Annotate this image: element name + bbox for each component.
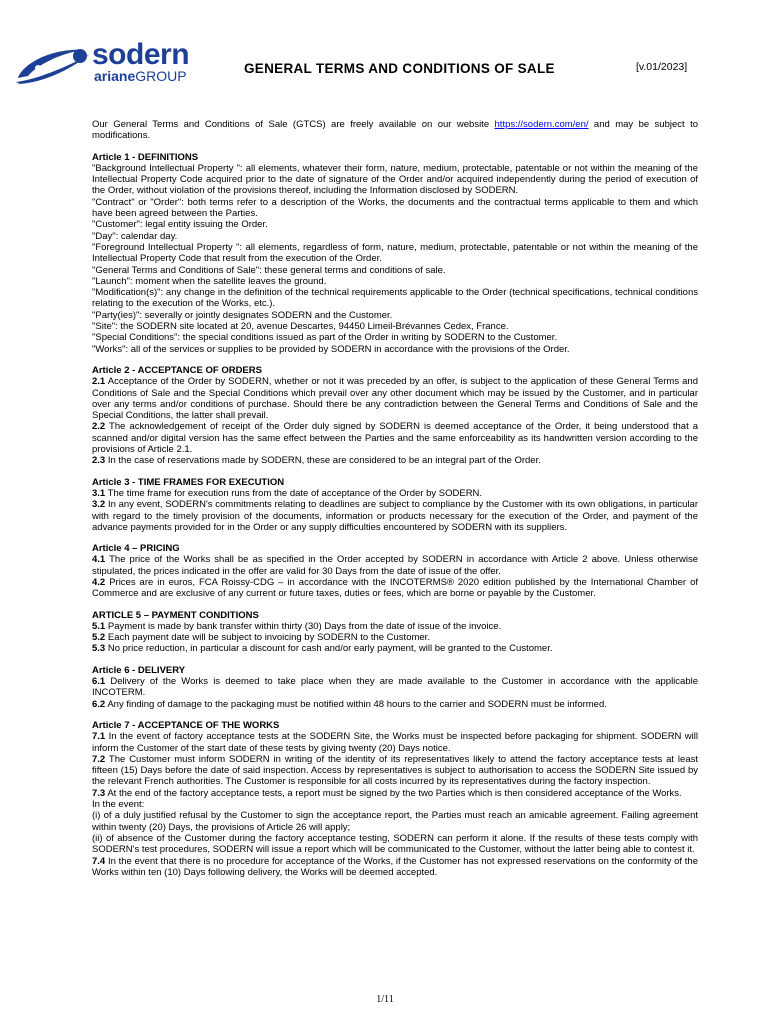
document-title: GENERAL TERMS AND CONDITIONS OF SALE: [244, 61, 555, 76]
intro-text-before: Our General Terms and Conditions of Sale (GTCS) are freely available on our website: [92, 119, 495, 130]
article-title: Article 3 - TIME FRAMES FOR EXECUTION: [92, 476, 285, 488]
clause-text: "Launch": moment when the satellite leaves the ground.: [92, 275, 327, 287]
clause-text: Each payment date will be subject to invoicing by SODERN to the Customer.: [105, 632, 430, 644]
clause-number: 4.1: [92, 554, 106, 566]
clause-line: [92, 310, 698, 321]
article-title: Article 2 - ACCEPTANCE OF ORDERS: [92, 364, 262, 376]
clause-line: [92, 421, 698, 455]
document-body: [92, 119, 698, 888]
clause-text: The price of the Works shall be as specified in the Order accepted by SODERN in accordance with Article 2 above. Unless otherwise stipulated, the prices indicated in the offer are valid for 30 Days from the date of issue of the offer.: [92, 554, 698, 577]
clause-line: [92, 197, 698, 220]
clause-line: [92, 376, 698, 421]
clause-text: "Contract" or "Order": both terms refer to a description of the Works, the documents and the contractual terms applicable to them and which have been agreed between the Parties.: [92, 196, 698, 220]
clause-text: In the event that there is no procedure for acceptance of the Works, if the Customer has not expressed reservations on the conformity of the Works within ten (10) Days following delivery, the Works will be deemed accepted.: [92, 855, 698, 878]
clause-number: 7.4: [92, 855, 106, 867]
clause-line: [92, 265, 698, 276]
clause-line: [92, 488, 698, 499]
clause-line: [92, 621, 698, 632]
sodern-logo: [14, 40, 204, 90]
clause-text: In the event of factory acceptance tests at the SODERN Site, the Works must be inspected before packaging for shipment. SODERN will inform the Customer of the start date of these tests by giving twenty (20) Days notice.: [92, 731, 698, 754]
article-title: Article 6 - DELIVERY: [92, 664, 186, 676]
clause-number: 5.2: [92, 632, 106, 644]
logo-sub-rest: GROUP: [135, 68, 187, 84]
clause-line: [92, 788, 698, 799]
article-section: [92, 665, 698, 710]
clause-line: [92, 287, 698, 310]
clause-line: [92, 219, 698, 230]
clause-text: At the end of the factory acceptance tests, a report must be signed by the two Parties which is then considered acceptance of the Works.: [105, 787, 682, 799]
article-section: [92, 610, 698, 655]
clause-text: "Background Intellectual Property ": all elements, whatever their form, nature, medium, protectable, patentable or not within the meaning of the Intellectual Property Code acquired prior to the date of signature of the Order and/or acquired independently during the period of execution of the Order, without violation of the provisions thereof, including the Information disclosed by SODERN.: [92, 162, 698, 197]
clause-text: In the event:: [92, 799, 145, 811]
clause-text: Acceptance of the Order by SODERN, whether or not it was preceded by an offer, is subject to the application of these General Terms and Conditions of Sale and the Special Conditions which prevail over any other document which may be issued by the Customer, and in particular over any terms and/or conditions of purchase. Should there be any contradiction between the General Terms and Conditions of Sale and the Special Conditions, the latter shall prevail.: [92, 376, 698, 422]
clause-line: [92, 731, 698, 754]
clause-line: [92, 332, 698, 343]
clause-text: "Site": the SODERN site located at 20, avenue Descartes, 94450 Limeil-Brévannes Cedex, France.: [92, 321, 509, 333]
clause-text: "Works": all of the services or supplies to be provided by SODERN in accordance with the provisions of the Order.: [92, 343, 570, 355]
clause-line: [92, 577, 698, 600]
clause-text: The Customer must inform SODERN in writing of the identity of its representatives likely to attend the factory acceptance tests at least fifteen (15) Days before the date of said inspection. Access by representatives is subject to authorisation to access the SODERN Site issued by the relevant French authorities. The Customer is responsible for all costs incurred by its representatives during the factory inspection.: [92, 753, 698, 788]
clause-number: 5.3: [92, 643, 106, 655]
clause-line: [92, 856, 698, 879]
clause-line: [92, 276, 698, 287]
clause-text: Payment is made by bank transfer within thirty (30) Days from the date of issue of the invoice.: [105, 620, 502, 632]
clause-number: 3.2: [92, 499, 106, 511]
clause-line: [92, 754, 698, 788]
clause-line: [92, 344, 698, 355]
logo-text: sodern: [92, 38, 190, 71]
clause-line: [92, 833, 698, 856]
article-section: [92, 543, 698, 599]
clause-line: [92, 799, 698, 810]
clause-number: 6.1: [92, 676, 106, 688]
clause-text: The time frame for execution runs from the date of acceptance of the Order by SODERN.: [105, 487, 483, 499]
swoosh-icon: [14, 40, 94, 86]
intro-text-after: and may be subject to modifications.: [92, 119, 698, 142]
clause-line: [92, 321, 698, 332]
article-title: Article 1 - DEFINITIONS: [92, 151, 199, 163]
clause-text: "Special Conditions": the special conditions issued as part of the Order in writing by SODERN to the Customer.: [92, 332, 558, 344]
clause-line: [92, 455, 698, 466]
clause-text: Any finding of damage to the packaging must be notified within 48 hours to the carrier and SODERN must be informed.: [105, 698, 607, 710]
clause-line: [92, 499, 698, 533]
article-title: Article 4 – PRICING: [92, 543, 180, 555]
clause-text: The acknowledgement of receipt of the Order duly signed by SODERN is deemed acceptance of the Order, it being understood that a scanned and/or digital version has the same effect between the Parties and the same enforceability as its handwritten version according to the provisions of Article 2.1.: [92, 421, 698, 456]
article-section: [92, 152, 698, 355]
clause-text: (i) of a duly justified refusal by the Customer to sign the acceptance report, the Parties must reach an amicable agreement. Failing agreement within twenty (20) Days, the provisions of Article 26 will apply;: [92, 810, 698, 833]
logo-sub-bold: ariane: [94, 68, 136, 84]
clause-text: Delivery of the Works is deemed to take place when they are made available to the Customer in accordance with the applicable INCOTERM.: [92, 676, 698, 699]
clause-text: Prices are in euros, FCA Roissy-CDG – in accordance with the INCOTERMS® 2020 edition published by the International Chamber of Commerce and are exclusive of any current or future taxes, duties or fees, which are borne or payable by the Customer.: [92, 576, 698, 600]
articles-container: [92, 152, 698, 879]
article-title: ARTICLE 5 – PAYMENT CONDITIONS: [92, 609, 259, 621]
clause-text: In any event, SODERN's commitments relating to deadlines are subject to compliance by the Customer with its own obligations, in particular with regard to the timely provision of the documents, information or products necessary for the execution of the Order, and payment of the advance payments provided for in the Order or any supply difficulties encountered by SODERN with its suppliers.: [92, 499, 698, 533]
clause-number: 2.2: [92, 421, 106, 433]
clause-text: "General Terms and Conditions of Sale": these general terms and conditions of sale.: [92, 264, 446, 276]
intro-paragraph: [92, 119, 698, 142]
clause-number: 3.1: [92, 487, 106, 499]
article-section: [92, 477, 698, 533]
article-title: Article 7 - ACCEPTANCE OF THE WORKS: [92, 719, 280, 731]
clause-text: "Modification(s)": any change in the definition of the technical requirements applicable to the Order (technical specifications, technical conditions relating to the execution of the Works, etc.).: [92, 287, 698, 310]
clause-number: 7.1: [92, 731, 106, 743]
clause-line: [92, 699, 698, 710]
clause-text: "Day": calendar day.: [92, 230, 178, 242]
clause-line: [92, 676, 698, 699]
article-section: [92, 720, 698, 878]
page-number: 1/11: [376, 994, 394, 1005]
website-link[interactable]: https://sodern.com/en/: [494, 119, 589, 130]
page-header: [0, 0, 770, 100]
clause-text: "Foreground Intellectual Property ": all elements, regardless of form, nature, medium, protectable, patentable or not within the meaning of the Intellectual Property Code that result from the execution of the Order.: [92, 241, 698, 265]
clause-line: [92, 163, 698, 197]
clause-text: "Customer": legal entity issuing the Order.: [92, 219, 268, 231]
clause-number: 7.3: [92, 787, 106, 799]
article-section: [92, 365, 698, 467]
clause-line: [92, 554, 698, 577]
clause-line: [92, 231, 698, 242]
clause-line: [92, 643, 698, 654]
clause-number: 4.2: [92, 576, 106, 588]
clause-number: 5.1: [92, 620, 106, 632]
clause-line: [92, 632, 698, 643]
clause-line: [92, 810, 698, 833]
clause-text: (ii) of absence of the Customer during the factory acceptance testing, SODERN can perform it alone. If the results of these tests comply with SODERN's test procedures, SODERN will issue a report which will be communicated to the Customer, without the latter being able to contest it.: [92, 832, 698, 856]
clause-text: No price reduction, in particular a discount for cash and/or early payment, will be granted to the Customer.: [105, 643, 553, 655]
logo-subtext: [94, 68, 187, 84]
clause-text: In the case of reservations made by SODERN, these are considered to be an integral part of the Order.: [105, 455, 541, 467]
clause-number: 7.2: [92, 753, 106, 765]
clause-number: 6.2: [92, 698, 106, 710]
version-label: [v.01/2023]: [636, 61, 688, 73]
clause-line: [92, 242, 698, 265]
clause-text: "Party(ies)": severally or jointly designates SODERN and the Customer.: [92, 309, 393, 321]
clause-number: 2.1: [92, 376, 106, 388]
clause-number: 2.3: [92, 455, 106, 467]
